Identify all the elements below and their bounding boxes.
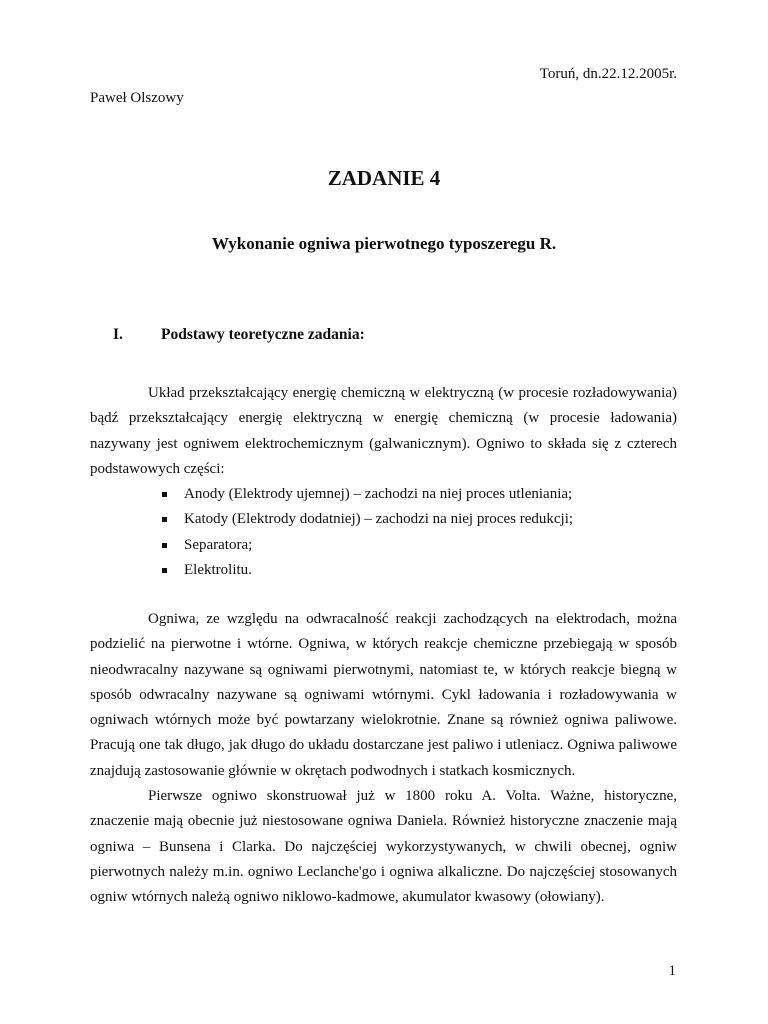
list-item bbox=[160, 507, 573, 532]
paragraph-intro: Układ przekształcający energię chemiczną w elektryczną (w procesie rozładowywania) bądź przekształcający energię elektryczną w energię chemiczną (w procesie ładowania) nazywany jest ogniwem elektrochemicznym (galwanicznym). Ogniwo to składa się z czterech podstawowych części: bbox=[90, 385, 677, 477]
list-item bbox=[160, 558, 573, 583]
document-subtitle: Wykonanie ogniwa pierwotnego typoszeregu R. bbox=[211, 234, 557, 253]
list-item-text: Separatora; bbox=[184, 536, 253, 553]
document-title: ZADANIE 4 bbox=[327, 166, 441, 190]
list-item-text: Elektrolitu. bbox=[184, 561, 252, 578]
square-bullet-icon bbox=[162, 568, 167, 573]
list-item-text: Katody (Elektrody dodatniej) – zachodzi na niej proces redukcji; bbox=[184, 511, 574, 528]
section-title: Podstawy teoretyczne zadania: bbox=[161, 326, 365, 343]
list-item bbox=[160, 533, 573, 558]
page-number: 1 bbox=[668, 963, 676, 979]
section-number: I. bbox=[113, 326, 123, 343]
list-item-text: Anody (Elektrody ujemnej) – zachodzi na niej proces utleniania; bbox=[184, 486, 573, 502]
place-and-date: Toruń, dn.22.12.2005r. bbox=[539, 66, 677, 82]
paragraph-cell-history: Pierwsze ogniwo skonstruował już w 1800 roku A. Volta. Ważne, historyczne, znaczenie mają obecnie już niestosowane ogniwa Daniela. Również historyczne znaczenie mają ogniwa – Bunsena i Clarka. Do najczęściej wykorzystywanych, w chwili obecnej, ogniw pierwotnych należy m.in. ogniwo Leclanche'go i ogniwa alkaliczne. Do najczęściej stosowanych ogniw wtórnych należą ogniwo niklowo-kadmowe, akumulator kwasowy (ołowiany). bbox=[90, 788, 677, 906]
paragraph-cell-types: Ogniwa, ze względu na odwracalność reakcji zachodzących na elektrodach, można podzielić na pierwotne i wtórne. Ogniwa, w których reakcje chemiczne przebiegają w sposób nieodwracalny nazywane są ogniwami pierwotnymi, natomiast te, w których reakcje biegną w sposób odwracalny nazywane są ogniwami wtórnymi. Cykl ładowania i rozładowywania w ogniwach wtórnych może być powtarzany wielokrotnie. Znane są również ogniwa paliwowe. Pracują one tak długo, jak długo do układu dostarczane jest paliwo i utleniacz. Ogniwa paliwowe znajdują zastosowanie głównie w okrętach podwodnych i statkach kosmicznych. bbox=[90, 611, 677, 779]
list-item bbox=[160, 482, 573, 507]
square-bullet-icon bbox=[162, 543, 167, 548]
cell-parts-list bbox=[160, 482, 573, 583]
section-heading bbox=[113, 326, 365, 344]
square-bullet-icon bbox=[162, 517, 167, 522]
author-name: Paweł Olszowy bbox=[90, 90, 184, 106]
square-bullet-icon bbox=[162, 492, 167, 497]
